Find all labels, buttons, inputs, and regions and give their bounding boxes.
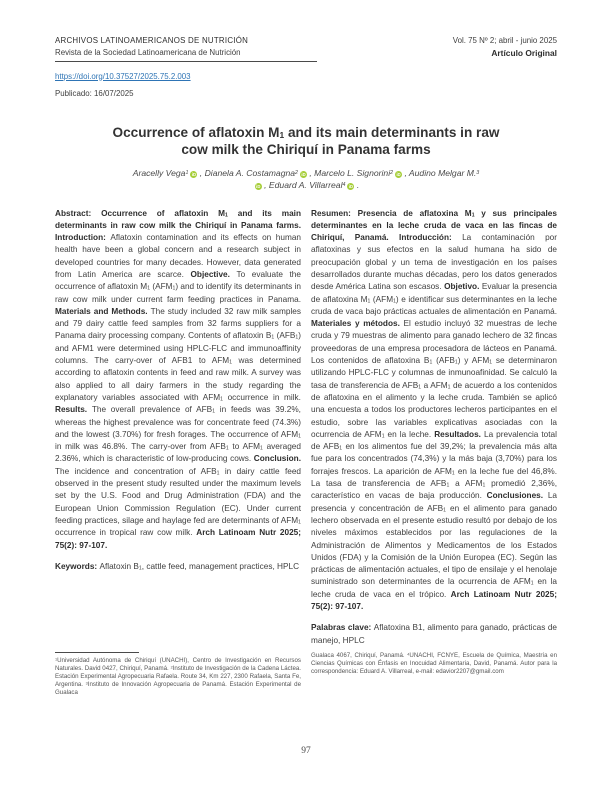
published-date: Publicado: 16/07/2025: [55, 88, 134, 98]
palabras-clave-line: Palabras clave: Aflatoxina B1, alimento para ganado, prácticas de manejo, HPLC: [311, 623, 557, 645]
orcid-icon[interactable]: iD: [191, 171, 197, 177]
volume-issue: Vol. 75 Nº 2; abril - junio 2025: [452, 36, 557, 45]
journal-header-right: [453, 36, 557, 58]
orcid-icon[interactable]: iD: [301, 171, 306, 177]
journal-header-left: [55, 36, 317, 98]
abstract-columns: [55, 208, 557, 647]
footnote-left-column: [55, 652, 301, 697]
abstract-spanish-column: [311, 208, 557, 647]
page-number: 97: [301, 746, 311, 756]
article-type-label: Artículo Original: [491, 47, 557, 58]
header-divider: [55, 61, 317, 62]
doi-link[interactable]: https://doi.org/10.37527/2025.75.2.003: [55, 71, 191, 81]
orcid-icon[interactable]: iD: [396, 171, 401, 177]
footnote-right-column: [311, 652, 557, 697]
affiliations-text-right: Gualaca 4067, Chiriquí, Panamá. $^4$UNACHI, FCNYE, Escuela de Química, Maestría en Ciencias Químicas con Énfasis en Inocuidad Alimentaria, David, Panamá. Autor para la correspondencia: Eduard A. Villarreal, e-mail: edavior2207@gmail.com: [311, 652, 557, 675]
resumen-text: Resumen: Presencia de aflatoxina $M_1$ y sus principales determinantes en la leche cruda de vaca en las fincas de Chiriquí, Panamá. Introducción: La contaminación por aflatoxinas y sus efectos en la salud humana ha sido de preocupación global y un tema de investigación en los países desarrollados durante muchas décadas, pero los datos generados desde América Latina son escasos. Objetivo. Evaluar la presencia de aflatoxina $M_1$ $(AFM_1)$ e identificar sus determinantes en la leche cruda de vaca bajo prácticas actuales de alimentación en Panamá. Materiales y métodos. El estudio incluyó 32 muestras de leche cruda y 79 muestras de alimento para ganado lechero de 32 fincas proveedoras de una empresa procesadora de lácteos en Panamá. Los contenidos de aflatoxina $B_1$ $(AFB_1)$ y $AFM_1$ se determinaron utilizando HPLC-FLC y columnas de inmunoafinidad. Se calculó la tasa de transferencia de $AFB_1$ a $AFM_1$ de acuerdo a los contenidos de aflatoxina en el alimento y la leche cruda. También se aplicó una encuesta a todos los productores lecheros participantes en el estudio, sobre las variables explicativas asociadas con la ocurrencia de $AFM_1$ en la leche. Resultados. La prevalencia total de $AFB_1$ en los alimentos fue del 39,2%; la prevalencia más alta fue para los concentrados (74,3%) y la más baja (3,70%) para los forrajes frescos. La aparición de $AFM_1$ en la leche fue del 46,8%. La tasa de transferencia de $AFB_1$ a $AFM_1$ promedió 2,36%, característico en vacas de baja producción. Conclusiones. La presencia y concentración de $AFB_1$ en el alimento para ganado lechero observada en el presente estudio resultó por debajo de los niveles máximos establecidos por las regulaciones de la Administración de Alimentos y Medicamentos de los Estados Unidos (FDA) y la Comisión de la Unión Europea (EC). Según las prácticas de alimentación actuales, el tipo de ensilaje y el henolaje suministrado son determinantes de la ocurrencia de $AFM_1$ en la leche cruda de vaca en el trópico. Arch Latinoam Nutr 2025; 75(2): 97-107.: [311, 208, 558, 611]
abstract-english-column: [55, 208, 301, 647]
affiliations-text-left: $^1$Universidad Autónoma de Chiriquí (UNACHI), Centro de Investigación en Recursos Naturales. David 0427, Chiriquí, Panamá. $^2$Instituto de Investigación de la Cadena Láctea. Estación Experimental Agropecuaria Rafaela. Route 34, Km 227, 2300 Rafaela, Santa Fe, Argentina. $^3$Instituto de Innovación Agropecuaria de Panamá. Estación Experimental de Gualaca: [55, 657, 302, 696]
journal-header: [55, 36, 557, 98]
keywords-line: Keywords: Aflatoxin $B_1$, cattle feed, management practices, HPLC: [55, 561, 300, 572]
journal-name: ARCHIVOS LATINOAMERICANOS DE NUTRICIÓN: [55, 36, 249, 45]
footnote-divider: [55, 652, 139, 653]
abstract-text: Abstract: Occurrence of aflatoxin $M_1$ and its main determinants in raw cow milk the Chiriquí in Panama farms. Introduction: Aflatoxin contamination and its effects on human health have been a global concern and a research subject in developed countries for many decades. However, data generated from Latin America are scarce. Objective. To evaluate the occurrence of aflatoxin $M_1$ $(AFM_1)$ and to identify its determinants in raw cow milk under current farm feeding practices in Panama. Materials and Methods. The study included 32 raw milk samples and 79 dairy cattle feed samples from 32 farms suppliers for a Panama dairy processing company. Contents of aflatoxin $B_1$ $(AFB_1)$ and AFM1 were determined using HPLC-FLC and immunoaffinity columns. The carry-over of AFB1 to $AFM_1$ was determined according to aflatoxin contents in feed and raw milk. A survey was also applied to all dairy farmers in the study regarding the explanatory variables associated with $AFM_1$ occurrence in milk. Results. The overall prevalence of $AFB_1$ in feeds was 39.2%, whereas the highest prevalence was for concentrate feed (74.3%) and the lowest (3.70%) for fresh forages. The occurrence of $AFM_1$ in milk was 46.8%. The carry-over from $AFB_1$ to $AFM_1$ averaged 2.36%, which is characteristic of low-producing cows. Conclusion. The incidence and concentration of $AFB_1$ in dairy cattle feed observed in the present study resulted under the maximum levels set by the U.S. Food and Drug Administration (FDA) and the European Union Commission Regulation (EC). Under current feeding practices, silage and haylage fed are determinants of $AFM_1$ occurrence in tropical raw cow milk. Arch Latinoam Nutr 2025; 75(2): 97-107.: [55, 208, 302, 550]
affiliations-footnotes: [55, 652, 557, 697]
journal-subtitle: Revista de la Sociedad Latinoamericana de Nutrición: [55, 47, 241, 57]
authors-line: Aracelly Vega$^1$ iD , Dianela A. Costamagna$^2$ iD , Marcelo L. Signorini$^2$ iD , Audino Melgar M.$^3$iD , Eduard A. Villarreal$^4$ iD .: [132, 167, 480, 190]
orcid-icon[interactable]: iD: [348, 183, 354, 189]
article-title: Occurrence of aflatoxin $M_1$ and its main determinants in raw cow milk the Chiriquí in Panama farms: [112, 124, 500, 157]
orcid-icon[interactable]: iD: [256, 183, 261, 189]
